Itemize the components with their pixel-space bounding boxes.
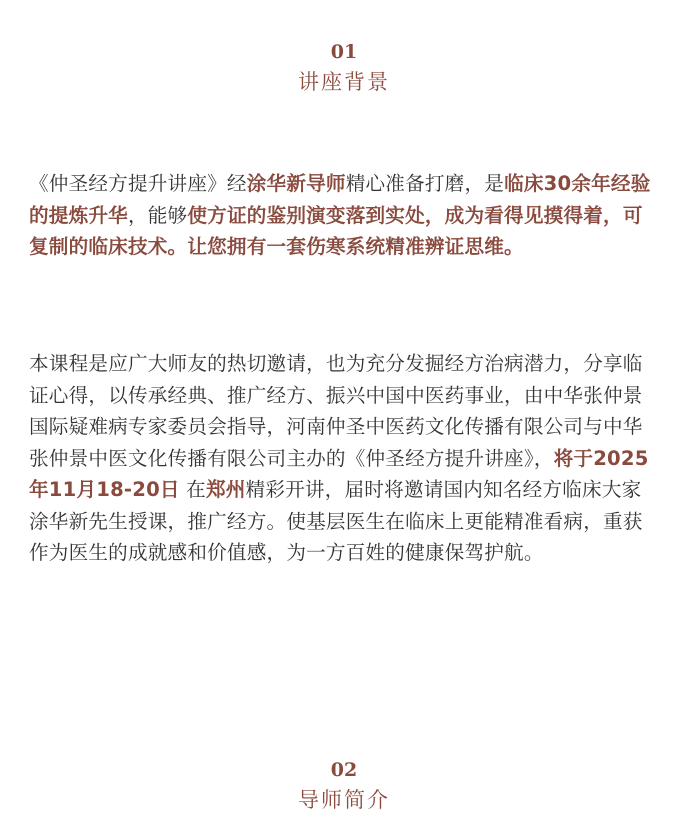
text-run: 精心准备打磨，是 [345, 172, 505, 195]
course-paragraph [29, 348, 661, 569]
text-run: ，能够 [127, 203, 188, 227]
section-title: 导师简介 [298, 788, 390, 812]
text-run: 精彩开讲，届时将邀请国内知名经方临床大家涂华新先生授课，推广经方。使基层医生在临床上更能精准看病，重获作为医生的成就感和价值感，为一方百姓的健康保驾护航。 [29, 478, 643, 564]
section-number: 02 [330, 759, 358, 781]
section-heading-teacher [0, 758, 688, 815]
section-heading-background [0, 40, 688, 97]
text-run: 在 [179, 478, 206, 501]
text-run: 本课程是应广大师友的热切邀请，也为充分发掘经方治病潜力，分享临证心得，以传承经典、推广经方、振兴中国中医药事业，由中华张仲景国际疑难病专家委员会指导，河南仲圣中医药文化传播有限公司与中华张仲景中医文化传播有限公司主办的《仲圣经方提升讲座》， [29, 352, 643, 470]
section-title: 讲座背景 [298, 70, 390, 94]
highlight-date: 将于2025年11月18-20日 [29, 446, 649, 501]
intro-paragraph [29, 168, 661, 263]
section-number: 01 [330, 41, 358, 63]
text-run: 《仲圣经方提升讲座》经 [29, 172, 247, 195]
highlight-benefit: 使方证的鉴别演变落到实处，成为看得见摸得着，可复制的临床技术。让您拥有一套伤寒系统精准辨证思维。 [29, 203, 643, 258]
highlight-teacher-name: 涂华新导师 [246, 172, 346, 195]
highlight-city: 郑州 [205, 478, 246, 501]
highlight-experience: 临床30余年经验的提炼升华 [29, 172, 651, 227]
